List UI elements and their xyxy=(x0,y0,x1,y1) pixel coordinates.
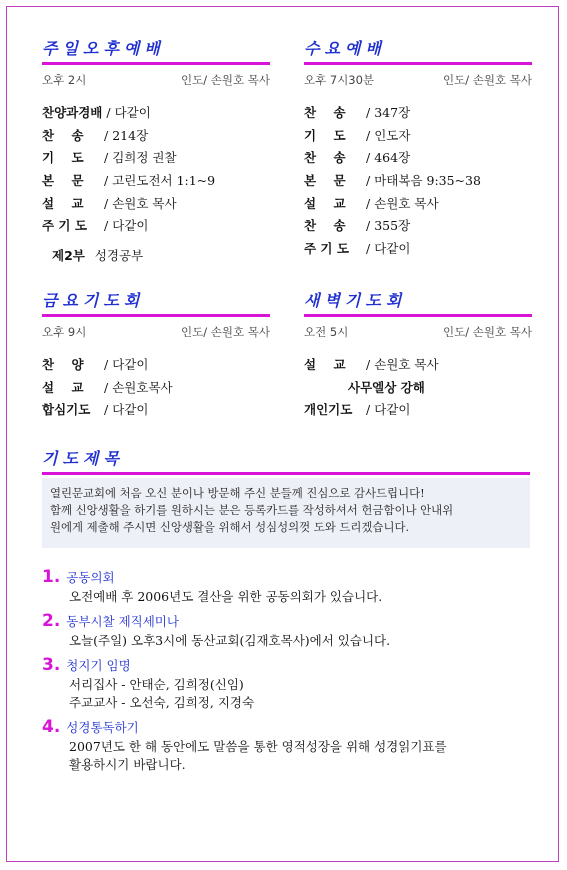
prayer-topic-heading xyxy=(42,610,532,632)
order-value: 214장 xyxy=(112,127,149,143)
service-time: 오후 2시 xyxy=(42,73,87,87)
order-value: 손원호 목사 xyxy=(374,357,439,372)
order-label: 찬양과경배 xyxy=(42,105,103,120)
service-time: 오후 9시 xyxy=(42,325,87,339)
prayer-topic-number: 1. xyxy=(42,567,61,587)
order-value: 다같이 xyxy=(112,218,149,234)
service-time: 오후 7시30분 xyxy=(304,73,375,87)
prayer-topic-title: 공동의회 xyxy=(66,570,115,585)
prayer-topic-number: 3. xyxy=(42,655,61,675)
prayer-topics-header xyxy=(42,448,530,475)
section-rule xyxy=(304,62,532,65)
order-label: 설 교 xyxy=(304,195,346,211)
service-leader: 인도/ 손원호 목사 xyxy=(181,325,270,339)
friday-prayer-subheader xyxy=(42,324,270,340)
order-value: 다같이 xyxy=(112,357,149,372)
section-rule xyxy=(42,314,270,317)
friday-prayer-section xyxy=(42,290,270,422)
order-value: 손원호 목사 xyxy=(374,195,439,211)
dawn-prayer-subheader xyxy=(304,324,532,340)
wednesday-service-title: 수요예배 xyxy=(304,39,386,58)
prayer-topic xyxy=(42,566,532,606)
order-item: 설 교 / 손원호 목사 xyxy=(304,193,532,216)
prayer-topic xyxy=(42,716,532,774)
prayer-topic-list xyxy=(42,566,532,778)
welcome-message-box xyxy=(42,478,530,548)
order-value: 마태복음 9:35~38 xyxy=(374,173,481,189)
friday-order-list xyxy=(42,354,270,422)
sunday-service-title: 주일오후예배 xyxy=(42,39,165,58)
welcome-line: 함께 신앙생활을 하기를 원하시는 분은 등록카드를 작성하셔서 헌금함이나 안내위 xyxy=(50,503,454,517)
order-label: 기 도 xyxy=(42,150,84,166)
part2-text: 성경공부 xyxy=(94,248,144,264)
prayer-topic-heading xyxy=(42,654,532,676)
order-value: 손원호 목사 xyxy=(112,195,177,211)
prayer-topic-text: 활용하시기 바랍니다. xyxy=(69,757,186,772)
friday-prayer-title: 금요기도회 xyxy=(42,291,145,310)
order-value: 손원호목사 xyxy=(112,379,173,395)
prayer-topic-text: 오늘(주일) 오후3시에 동산교회(김재호목사)에서 있습니다. xyxy=(69,633,391,648)
order-label: 찬 송 xyxy=(304,218,346,234)
service-leader: 인도/ 손원호 목사 xyxy=(181,73,270,87)
order-item: 찬 송 / 214장 xyxy=(42,125,270,148)
order-value: 다같이 xyxy=(374,402,411,418)
order-label: 개인기도 xyxy=(304,402,353,418)
order-value: 다같이 xyxy=(112,402,149,418)
order-value: 347장 xyxy=(374,105,411,120)
dawn-sermon-series: 사무엘상 강해 xyxy=(348,379,425,395)
service-time: 오전 5시 xyxy=(304,325,349,339)
prayer-topic-number: 2. xyxy=(42,611,61,631)
order-label: 합심기도 xyxy=(42,402,91,418)
welcome-line: 열린문교회에 처음 오신 분이나 방문해 주신 분들께 진심으로 감사드립니다! xyxy=(50,486,425,500)
order-item: 설 교 / 손원호 목사 xyxy=(42,193,270,216)
order-item: 설 교 / 손원호 목사 xyxy=(304,354,532,377)
order-item: 찬 송 / 464장 xyxy=(304,147,532,170)
order-label: 주 기 도 xyxy=(304,241,349,257)
prayer-topic-text: 서리집사 - 안태순, 김희정(신임) xyxy=(69,677,244,692)
sunday-service-section xyxy=(42,38,270,264)
order-value: 인도자 xyxy=(374,127,411,143)
prayer-topic-text: 2007년도 한 해 동안에도 말씀을 통한 영적성장을 위해 성경읽기표를 xyxy=(69,739,447,754)
wednesday-service-section xyxy=(304,38,532,261)
dawn-order-list xyxy=(304,354,532,422)
wednesday-order-list xyxy=(304,102,532,261)
order-item: 주 기 도 / 다같이 xyxy=(42,215,270,238)
order-label: 주 기 도 xyxy=(42,218,87,234)
prayer-topic-number: 4. xyxy=(42,717,61,737)
prayer-topic-heading xyxy=(42,566,532,588)
part2-note xyxy=(42,246,270,264)
order-item: 찬 송 / 347장 xyxy=(304,102,532,125)
prayer-topic-text: 주교교사 - 오선숙, 김희정, 지경숙 xyxy=(69,695,255,710)
sunday-order-list xyxy=(42,102,270,238)
order-value: 464장 xyxy=(374,150,411,166)
order-value: 355장 xyxy=(374,218,411,234)
order-item: 찬 양 / 다같이 xyxy=(42,354,270,377)
order-label: 찬 송 xyxy=(304,105,346,120)
service-leader: 인도/ 손원호 목사 xyxy=(443,325,532,339)
order-item: 주 기 도 / 다같이 xyxy=(304,238,532,261)
order-label: 설 교 xyxy=(42,379,84,395)
order-value: 다같이 xyxy=(374,241,411,257)
welcome-line: 원에게 제출해 주시면 신앙생활을 위해서 성심성의껏 도와 드리겠습니다. xyxy=(50,520,410,534)
prayer-topic-title: 성경통독하기 xyxy=(66,720,139,735)
prayer-topic xyxy=(42,610,532,650)
part2-label: 제2부 xyxy=(52,248,85,264)
prayer-topic-title: 동부시찰 제직세미나 xyxy=(66,614,179,629)
dawn-prayer-title: 새벽기도회 xyxy=(304,291,407,310)
order-label: 본 문 xyxy=(42,173,84,189)
section-rule xyxy=(304,314,532,317)
order-value: 다같이 xyxy=(114,105,151,120)
order-item: 개인기도 / 다같이 xyxy=(304,399,532,422)
order-label: 찬 송 xyxy=(42,127,84,143)
section-rule xyxy=(42,62,270,65)
prayer-topic-text: 오전예배 후 2006년도 결산을 위한 공동의회가 있습니다. xyxy=(69,589,383,604)
order-label: 찬 송 xyxy=(304,150,346,166)
order-label: 설 교 xyxy=(304,357,346,372)
wednesday-service-subheader xyxy=(304,72,532,88)
order-item: 찬 송 / 355장 xyxy=(304,215,532,238)
order-label: 기 도 xyxy=(304,127,346,143)
order-value: 고린도전서 1:1~9 xyxy=(112,173,216,189)
order-item: 설 교 / 손원호목사 xyxy=(42,377,270,400)
order-item: 본 문 / 고린도전서 1:1~9 xyxy=(42,170,270,193)
order-value: 김희정 권찰 xyxy=(112,150,177,166)
prayer-topics-title: 기도제목 xyxy=(42,449,124,468)
section-rule xyxy=(42,472,530,475)
order-label: 본 문 xyxy=(304,173,346,189)
service-leader: 인도/ 손원호 목사 xyxy=(443,73,532,87)
order-item: 찬양과경배 / 다같이 xyxy=(42,102,270,125)
prayer-topic xyxy=(42,654,532,712)
order-label: 설 교 xyxy=(42,195,84,211)
sunday-service-subheader xyxy=(42,72,270,88)
order-item: 기 도 / 김희정 권찰 xyxy=(42,147,270,170)
prayer-topic-title: 청지기 임명 xyxy=(66,658,131,673)
prayer-topic-heading xyxy=(42,716,532,738)
order-label: 찬 양 xyxy=(42,357,84,372)
order-item: 본 문 / 마태복음 9:35~38 xyxy=(304,170,532,193)
dawn-prayer-section xyxy=(304,290,532,422)
order-item: 합심기도 / 다같이 xyxy=(42,399,270,422)
order-item: 기 도 / 인도자 xyxy=(304,125,532,148)
